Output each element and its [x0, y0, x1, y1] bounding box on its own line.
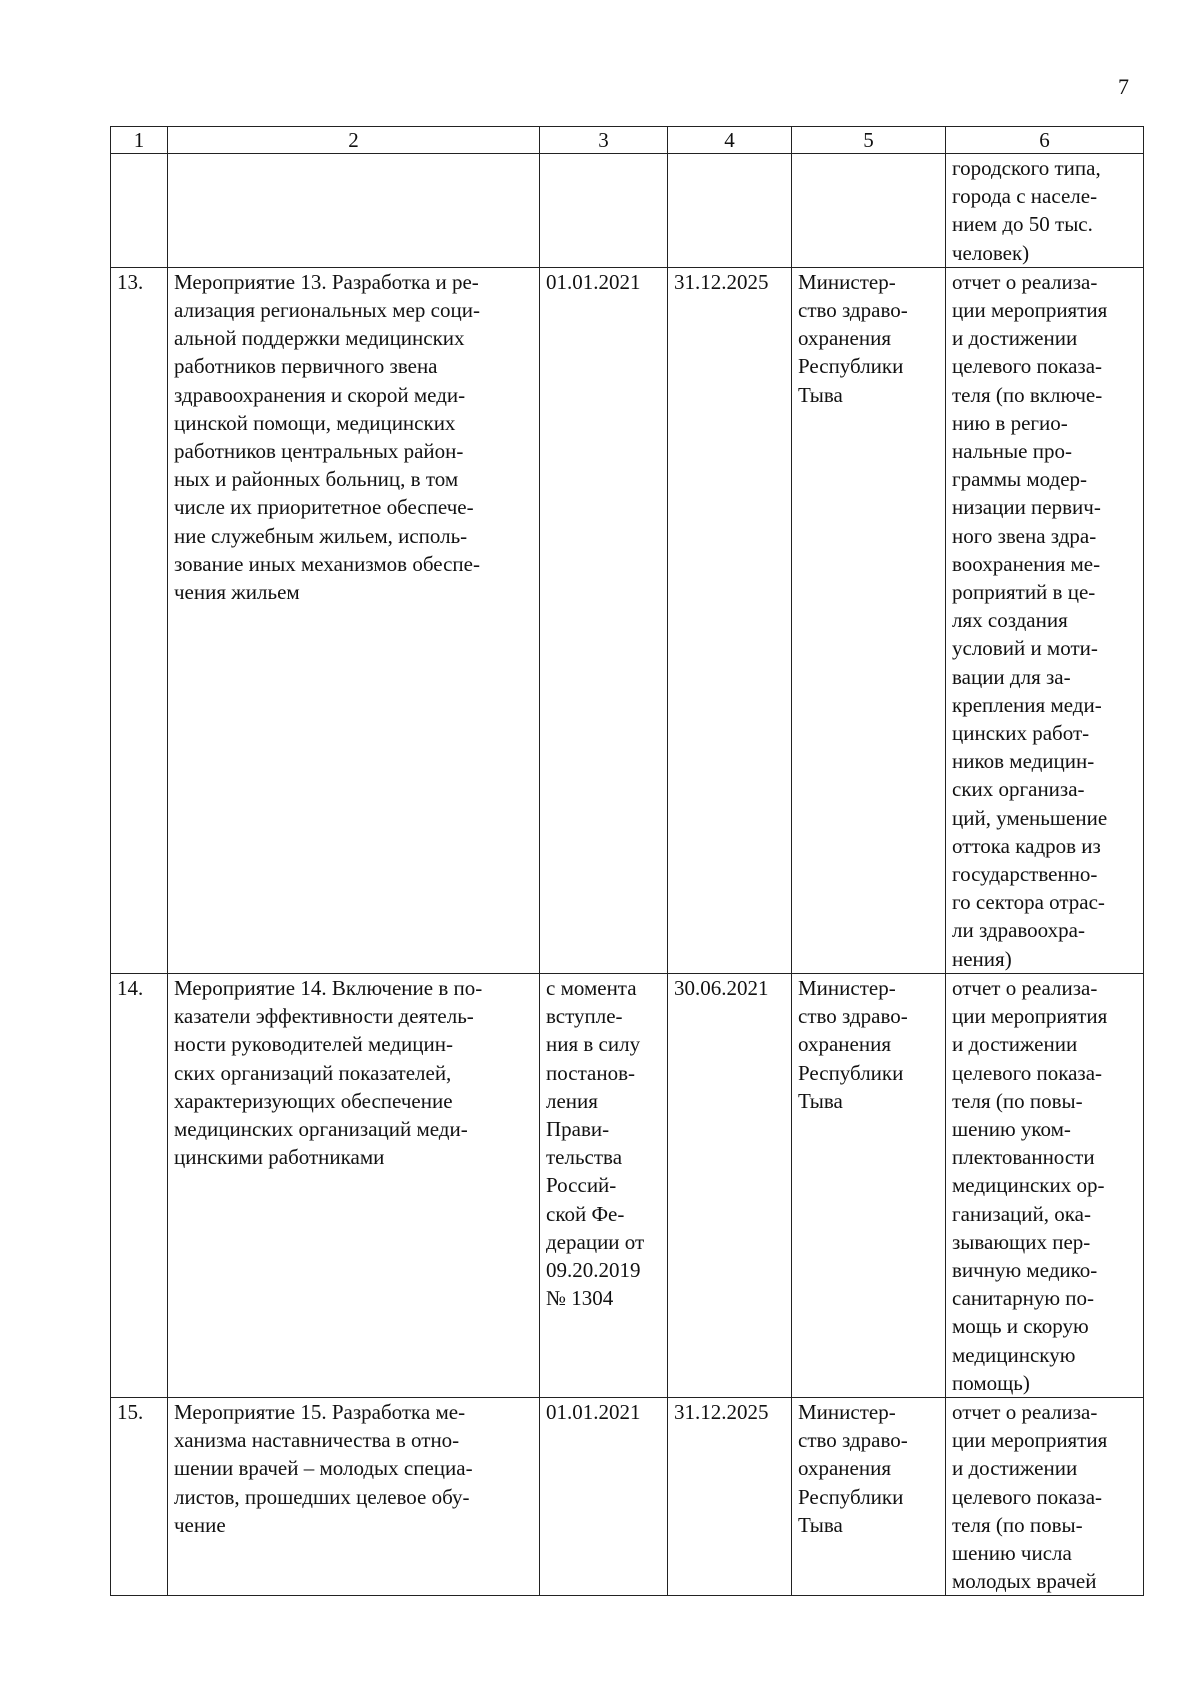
- continuation-responsible-cell: [792, 154, 946, 268]
- continuation-end-cell: [668, 154, 792, 268]
- column-header-4: 4: [668, 127, 792, 154]
- table-row: [111, 267, 1144, 973]
- activities-table: [110, 126, 1144, 1596]
- continuation-start-cell: [540, 154, 668, 268]
- activity-cell: Мероприятие 14. Включение в по- казатели эффективности деятель- ности руководителей медицин- ских организаций показателей, характеризующих обеспечение медицинских организаций меди- цинскими работниками: [168, 973, 540, 1397]
- table-header-row: [111, 127, 1144, 154]
- responsible-cell: Министер- ство здраво- охранения Республики Тыва: [792, 973, 946, 1397]
- table-row: [111, 973, 1144, 1397]
- column-header-5: 5: [792, 127, 946, 154]
- row-number: 15.: [111, 1397, 168, 1595]
- activity-cell: Мероприятие 15. Разработка ме- ханизма наставничества в отно- шении врачей – молодых специа- листов, прошедших целевое обу- чение: [168, 1397, 540, 1595]
- start-date-cell: 01.01.2021: [540, 1397, 668, 1595]
- row-number: 14.: [111, 973, 168, 1397]
- column-header-3: 3: [540, 127, 668, 154]
- report-cell: отчет о реализа- ции мероприятия и достижении целевого показа- теля (по повы- шению числа молодых врачей: [946, 1397, 1144, 1595]
- continuation-num-cell: [111, 154, 168, 268]
- report-cell: отчет о реализа- ции мероприятия и достижении целевого показа- теля (по повы- шению уком- плектованности медицинских ор- ганизаций, ока- зывающих пер- вичную медико- санитарную по- мощь и скорую медицинскую помощь): [946, 973, 1144, 1397]
- row-number: 13.: [111, 267, 168, 973]
- column-header-1: 1: [111, 127, 168, 154]
- end-date-cell: 31.12.2025: [668, 267, 792, 973]
- responsible-cell: Министер- ство здраво- охранения Республики Тыва: [792, 267, 946, 973]
- start-date-cell: с момента вступле- ния в силу постанов- ления Прави- тельства Россий- ской Фе- дерации от 09.20.2019 № 1304: [540, 973, 668, 1397]
- page-number: 7: [1118, 74, 1129, 99]
- report-cell: отчет о реализа- ции мероприятия и достижении целевого показа- теля (по включе- нию в регио- нальные про- граммы модер- низации первич- ного звена здра- воохранения ме- роприятий в це- лях создания условий и моти- вации для за- крепления меди- цинских работ- ников медицин- ских организа- ций, уменьшение оттока кадров из государственно- го сектора отрас- ли здравоохра- нения): [946, 267, 1144, 973]
- column-header-2: 2: [168, 127, 540, 154]
- table-row: [111, 1397, 1144, 1595]
- end-date-cell: 31.12.2025: [668, 1397, 792, 1595]
- responsible-cell: Министер- ство здраво- охранения Республики Тыва: [792, 1397, 946, 1595]
- activity-cell: Мероприятие 13. Разработка и ре- ализация региональных мер соци- альной поддержки медицинских работников первичного звена здравоохранения и скорой меди- цинской помощи, медицинских работников центральных район- ных и районных больниц, в том числе их приоритетное обеспече- ние служебным жильем, исполь- зование иных механизмов обеспе- чения жильем: [168, 267, 540, 973]
- continuation-activity-cell: [168, 154, 540, 268]
- continuation-report-cell: городского типа, города с населе- нием до 50 тыс. человек): [946, 154, 1144, 268]
- start-date-cell: 01.01.2021: [540, 267, 668, 973]
- table-row-continuation: [111, 154, 1144, 268]
- column-header-6: 6: [946, 127, 1144, 154]
- end-date-cell: 30.06.2021: [668, 973, 792, 1397]
